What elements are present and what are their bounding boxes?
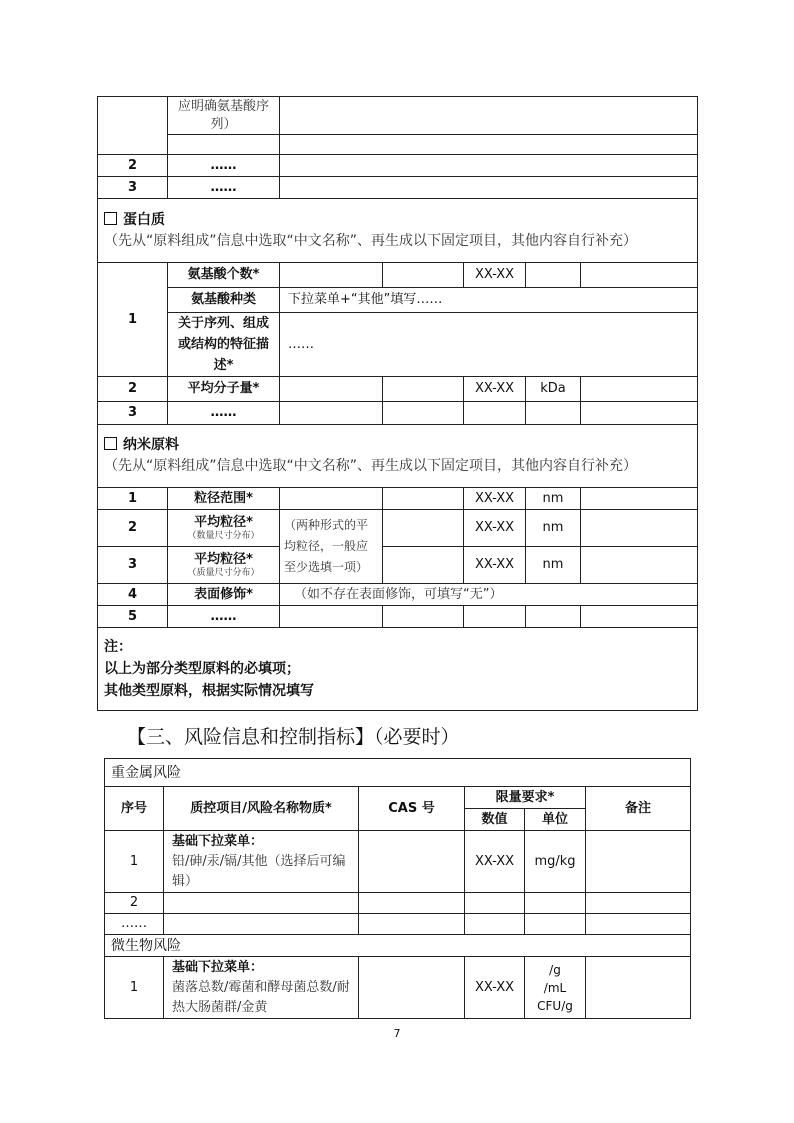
- continued-no-cell: [98, 97, 168, 155]
- nano-title: 纳米原料: [123, 437, 179, 453]
- avg-size-count-input[interactable]: [383, 510, 464, 547]
- nano-desc: （先从“原料组成”信息中选取“中文名称”、再生成以下固定项目，其他内容自行补充）: [104, 458, 638, 474]
- row-no: 2: [98, 377, 168, 402]
- avg-size-count-sub: （数量尺寸分布）: [187, 530, 260, 541]
- empty-cell[interactable]: [465, 893, 525, 914]
- row-no: 2: [98, 510, 168, 547]
- molecular-weight-remark[interactable]: [581, 377, 698, 402]
- molecular-weight-input[interactable]: [280, 377, 383, 402]
- heavy-metal-dropdown[interactable]: [164, 831, 359, 893]
- surface-mod-label: 表面修饰*: [168, 584, 280, 606]
- cas-input[interactable]: [359, 831, 465, 893]
- avg-size-mass-label: 平均粒径*: [194, 551, 253, 567]
- row-label: ……: [168, 402, 280, 425]
- avg-size-mass-sub: （质量尺寸分布）: [187, 567, 260, 578]
- section-title: 【三、风险信息和控制指标】（必要时）: [127, 726, 460, 748]
- row-label: ……: [168, 177, 280, 199]
- row-no: 1: [105, 957, 164, 1019]
- dropdown-options: 铅/砷/汞/镉/其他（选择后可编辑）: [172, 853, 346, 889]
- amino-count-unit[interactable]: [526, 263, 581, 288]
- amino-count-label: 氨基酸个数*: [168, 263, 280, 288]
- note-line: 以上为部分类型原料的必填项；: [104, 661, 300, 677]
- protein-section-header: [98, 199, 698, 263]
- empty-cell[interactable]: [464, 402, 526, 425]
- microbe-dropdown[interactable]: [164, 957, 359, 1019]
- note-cell: [98, 628, 698, 711]
- page-number: 7: [393, 1027, 401, 1040]
- unit-line: /g: [549, 962, 561, 977]
- heavy-metal-title: 重金属风险: [105, 759, 691, 787]
- avg-size-mass-unit: nm: [526, 547, 581, 584]
- row-no: ……: [105, 914, 164, 935]
- size-range-unit: nm: [526, 488, 581, 510]
- header-value: 数值: [465, 809, 525, 831]
- size-range-input[interactable]: [280, 488, 383, 510]
- empty-cell[interactable]: [359, 893, 465, 914]
- amino-count-input-2[interactable]: [383, 263, 464, 288]
- dropdown-title: 基础下拉菜单：: [172, 833, 264, 849]
- row-label: ……: [168, 606, 280, 628]
- empty-cell[interactable]: [525, 914, 586, 935]
- header-unit: 单位: [525, 809, 586, 831]
- header-limit: 限量要求*: [465, 787, 586, 809]
- avg-size-mass-remark[interactable]: [581, 547, 698, 584]
- empty-cell[interactable]: [383, 606, 464, 628]
- header-no: 序号: [105, 787, 164, 831]
- raw-material-table: [97, 96, 698, 711]
- empty-cell[interactable]: [525, 893, 586, 914]
- limit-unit: [525, 957, 586, 1019]
- avg-size-mass-value[interactable]: XX-XX: [464, 547, 526, 584]
- protein-title: 蛋白质: [123, 211, 165, 228]
- remark-input[interactable]: [586, 957, 691, 1019]
- cas-input[interactable]: [359, 957, 465, 1019]
- row-no: 3: [98, 547, 168, 584]
- empty-cell[interactable]: [526, 606, 581, 628]
- empty-cell[interactable]: [581, 606, 698, 628]
- row-no: 3: [98, 177, 168, 199]
- micro-title: 微生物风险: [105, 935, 691, 957]
- blank-cell: [168, 135, 280, 155]
- amino-type-dropdown[interactable]: 下拉菜单+“其他”填写……: [280, 288, 698, 313]
- avg-size-mass-input[interactable]: [383, 547, 464, 584]
- molecular-weight-unit: kDa: [526, 377, 581, 402]
- risk-info-table: [104, 758, 691, 1019]
- nano-section-header: [98, 425, 698, 488]
- amino-seq-label: 应明确氨基酸序列）: [168, 97, 280, 135]
- header-cas: CAS 号: [359, 787, 465, 831]
- avg-size-note: （两种形式的平均粒径，一般应至少选填一项）: [280, 510, 383, 584]
- note-line: 注：: [104, 639, 132, 655]
- amino-count-range[interactable]: XX-XX: [464, 263, 526, 288]
- row-no: 3: [98, 402, 168, 425]
- header-item: 质控项目/风险名称物质*: [164, 787, 359, 831]
- row-no: 5: [98, 606, 168, 628]
- note-line: 其他类型原料，根据实际情况填写: [104, 683, 314, 699]
- empty-cell[interactable]: [164, 893, 359, 914]
- remark-input[interactable]: [586, 831, 691, 893]
- limit-value[interactable]: XX-XX: [465, 831, 525, 893]
- protein-desc: （先从“原料组成”信息中选取“中文名称”、再生成以下固定项目，其他内容自行补充）: [104, 232, 638, 249]
- unit-line: CFU/g: [537, 998, 573, 1013]
- row-value[interactable]: [280, 177, 698, 199]
- dropdown-title: 基础下拉菜单：: [172, 959, 264, 975]
- row-no: 2: [98, 155, 168, 177]
- row-no: 1: [105, 831, 164, 893]
- row-no: 2: [105, 893, 164, 914]
- sequence-feature-label: 关于序列、组成或结构的特征描述*: [168, 313, 280, 377]
- empty-cell[interactable]: [280, 402, 383, 425]
- empty-cell[interactable]: [464, 606, 526, 628]
- avg-size-count-remark[interactable]: [581, 510, 698, 547]
- empty-cell[interactable]: [280, 606, 383, 628]
- empty-cell[interactable]: [164, 914, 359, 935]
- empty-cell[interactable]: [359, 914, 465, 935]
- avg-size-mass-cell: [168, 547, 280, 584]
- avg-size-count-cell: [168, 510, 280, 547]
- blank-value[interactable]: [280, 135, 698, 155]
- amino-count-remark[interactable]: [581, 263, 698, 288]
- row-no: 1: [98, 488, 168, 510]
- avg-size-count-label: 平均粒径*: [194, 514, 253, 530]
- empty-cell[interactable]: [383, 402, 464, 425]
- row-no: 1: [98, 263, 168, 377]
- empty-cell[interactable]: [526, 402, 581, 425]
- size-range-value[interactable]: XX-XX: [464, 488, 526, 510]
- size-range-input-2[interactable]: [383, 488, 464, 510]
- size-range-remark[interactable]: [581, 488, 698, 510]
- avg-size-count-value[interactable]: XX-XX: [464, 510, 526, 547]
- molecular-weight-range[interactable]: XX-XX: [464, 377, 526, 402]
- header-remark: 备注: [586, 787, 691, 831]
- checkbox-icon[interactable]: [104, 212, 117, 225]
- unit-line: /mL: [543, 980, 567, 995]
- limit-value[interactable]: XX-XX: [465, 957, 525, 1019]
- size-range-label: 粒径范围*: [168, 488, 280, 510]
- amino-seq-value[interactable]: [280, 97, 698, 135]
- empty-cell[interactable]: [586, 893, 691, 914]
- amino-type-label: 氨基酸种类: [168, 288, 280, 313]
- surface-mod-input[interactable]: （如不存在表面修饰，可填写“无”）: [280, 584, 698, 606]
- empty-cell[interactable]: [465, 914, 525, 935]
- molecular-weight-label: 平均分子量*: [168, 377, 280, 402]
- empty-cell[interactable]: [581, 402, 698, 425]
- dropdown-options: 菌落总数/霉菌和酵母菌总数/耐热大肠菌群/金黄: [172, 979, 350, 1015]
- row-no: 4: [98, 584, 168, 606]
- checkbox-icon[interactable]: [104, 437, 117, 450]
- molecular-weight-input-2[interactable]: [383, 377, 464, 402]
- row-label: ……: [168, 155, 280, 177]
- avg-size-count-unit: nm: [526, 510, 581, 547]
- sequence-feature-input[interactable]: ……: [280, 313, 698, 377]
- empty-cell[interactable]: [586, 914, 691, 935]
- limit-unit: mg/kg: [525, 831, 586, 893]
- row-value[interactable]: [280, 155, 698, 177]
- amino-count-input[interactable]: [280, 263, 383, 288]
